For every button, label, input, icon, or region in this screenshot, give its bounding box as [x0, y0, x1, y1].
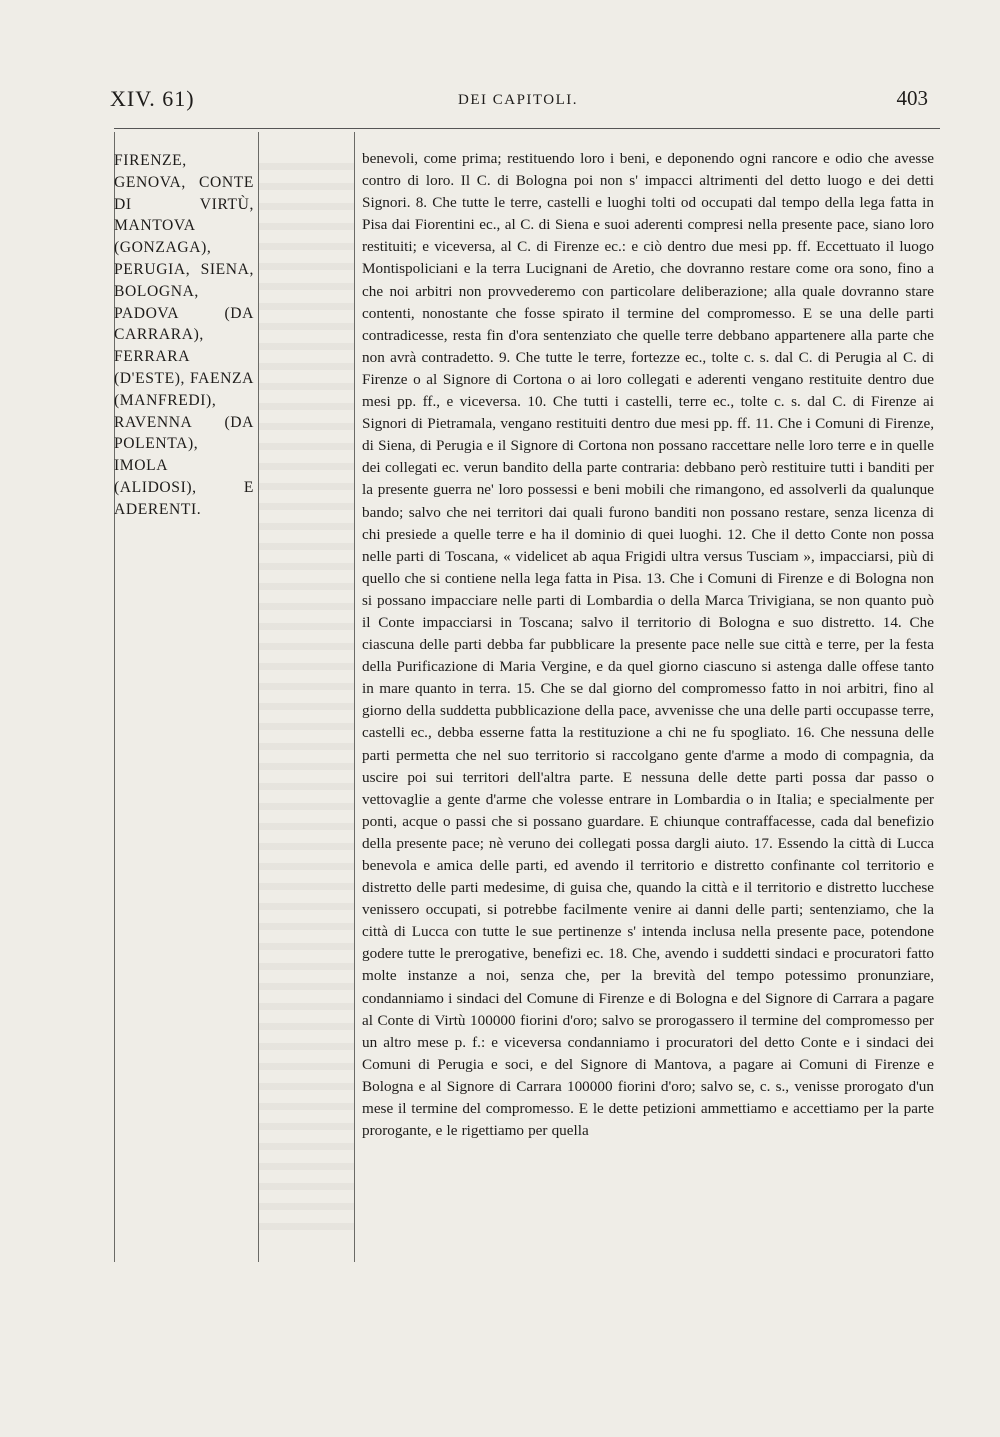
running-head	[110, 86, 928, 116]
page-number: 403	[896, 86, 928, 110]
margin-rule-right	[354, 132, 355, 1262]
margin-heading: FIRENZE, GENOVA, CONTE DI VIRTÙ, MANTOVA (GONZAGA), PERUGIA, SIENA, BOLOGNA, PADOVA (DA CARRARA), FERRARA (D'ESTE), FAENZA (MANFREDI), RAVENNA (DA POLENTA), IMOLA (ALIDOSI), E ADERENTI.	[114, 152, 254, 518]
show-through-texture	[258, 150, 354, 1240]
chapter-title: DEI CAPITOLI.	[458, 92, 579, 108]
body-text: benevoli, come prima; restituendo loro i beni, e deponendo ogni rancore e odio che avesse contro di loro. Il C. di Bologna poi non s' impacci altrimenti del detto luogo e dei detti Signori. 8. Che tutte le terre, castelli e luoghi tolti od occupati dal tempo della lega fatta in Pisa dai Fiorentini ec., al C. di Siena e suoi aderenti compresi nella presente pace, siano loro restituiti; e viceversa, al C. di Firenze ec.: e ciò dentro due mesi pp. ff. Eccettuato il luogo Montispoliciani e la terra Lucignani de Aretio, che dovranno restare come ora sono, fino a che noi arbitri non provvederemo con particolare deliberazione; alla quale dovranno stare contenti, nonostante che fosse spirato il termine del compromesso. E se una delle parti contradicesse, resta fin d'ora sentenziato che quelle terre debbano appartenere alla parte che non avrà contradetto. 9. Che tutte le terre, fortezze ec., tolte c. s. dal C. di Perugia al C. di Firenze o al Signore di Cortona o ai loro collegati e aderenti vengano restituite dentro due mesi pp. ff., e viceversa. 10. Che tutti i castelli, terre ec., tolte c. s. dal C. di Firenze ai Signori di Pietramala, vengano restituiti dentro due mesi pp. ff. 11. Che i Comuni di Firenze, di Siena, di Perugia e il Signore di Cortona non possano raccettare nelle loro terre e in quelle dei collegati ec. verun bandito della parte contraria: debbano però restituire tutti i banditi per la presente guerra ne' loro possessi e beni mobili che rimangono, ed assolverli da qualunque bando; salvo che nei territori dai quali furono banditi non possano restare, senza licenza di chi presiede a quelle terre e ha il dominio di quei luoghi. 12. Che il detto Conte non possa nelle parti di Toscana, « videlicet ab aqua Frigidi ultra versus Tusciam », impacciarsi, più di quello che si contiene nella lega fatta in Pisa. 13. Che i Comuni di Firenze e di Bologna non si possano impacciare nelle parti di Lombardia o della Marca Trivigiana, se non quanto può il Conte impacciarsi in Toscana; salvo il territorio di Bologna e suo distretto. 14. Che ciascuna delle parti debba far pubblicare la presente pace nelle sue città e terre, per la festa della Purificazione di Maria Vergine, e da quel giorno ciascuno si astenga dalle offese tanto in mare quanto in terra. 15. Che se dal giorno del compromesso fatto in noi arbitri, fino al giorno della suddetta pubblicazione della pace, avvenisse che una delle parti occupasse terre, castelli ec., debba esserne fatta la restituzione a chi ne fu spogliato. 16. Che nessuna delle parti permetta che nel suo territorio si raccolgano gente d'arme a modo di compagnia, da uscire poi sui territori dell'altra parte. E nessuna delle dette parti possa dar passo o vettovaglie a gente d'arme che volesse entrare in Lombardia o in Italia; e specialmente per ponti, acque o passi che si possano guardare. E chiunque contraffacesse, cada dal benefizio della presente pace; nè veruno dei collegati possa dargli aiuto. 17. Essendo la città di Lucca benevola e amica delle parti, ed avendo il territorio e distretto confinante col territorio e distretto delle parti medesime, di guisa che, quando la città e il territorio e distretto lucchese venissero occupati, si potrebbe facilmente venire ai danni delle parti; sentenziamo, che la città di Lucca con tutte le sue pertinenze s' intenda inclusa nella presente pace, potendone godere tutte le prerogative, benefizi ec. 18. Che, avendo i suddetti sindaci e procuratori fatto molte instanze a noi, senza che, per la brevità del tempo potessimo pronunziare, condanniamo i sindaci del Comune di Firenze e di Bologna e del Signore di Carrara a pagare al Conte di Virtù 100000 fiorini d'oro; salvo se prorogassero il termine del compromesso per un altro mese p. f.: e viceversa condanniamo i procuratori del detto Conte e i sindaci dei Comuni di Perugia e soci, e del Signore di Mantova, a pagare ai Comuni di Firenze e Bologna e al Signore di Carrara 100000 fiorini d'oro; salvo se, c. s., venisse prorogato d'un mese il termine del compromesso. E le dette petizioni ammettiamo e accettiamo per la parte prorogante, e le rigettiamo per quella	[362, 150, 934, 1140]
header-rule	[114, 128, 940, 129]
section-reference: XIV. 61)	[110, 86, 195, 111]
